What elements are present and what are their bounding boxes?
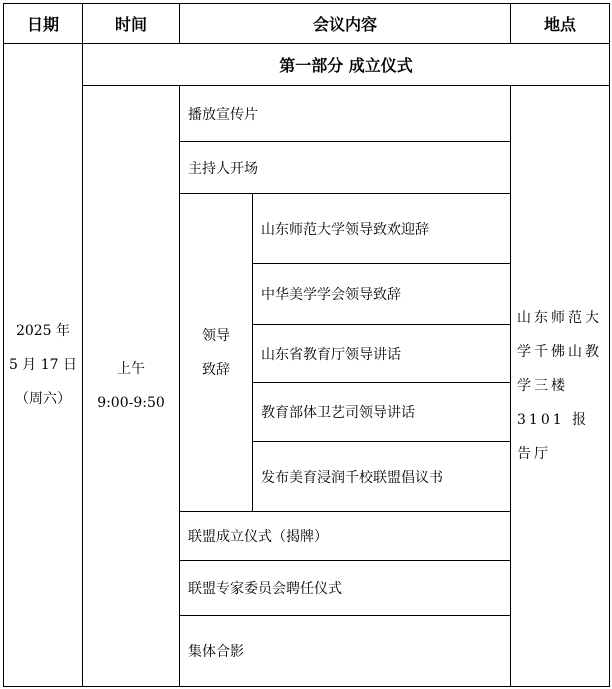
location-cell [510, 85, 610, 687]
header-content-label: 会议内容 [312, 15, 377, 34]
agenda-item-label: 集体合影 [188, 644, 244, 660]
agenda-item-label: 山东省教育厅领导讲话 [261, 346, 401, 363]
leader-item-moe [252, 382, 511, 442]
header-time [82, 3, 180, 44]
date-weekday: （周六） [15, 391, 71, 407]
agenda-item-video [179, 85, 511, 142]
agenda-item-label: 山东师范大学领导致欢迎辞 [261, 221, 429, 238]
time-range: 9:00-9:50 [97, 395, 165, 411]
header-location [510, 3, 610, 44]
leader-item-aesthetics-society [252, 263, 511, 325]
section-title-label: 第一部分 成立仪式 [279, 56, 413, 75]
agenda-item-label: 教育部体卫艺司领导讲话 [261, 405, 415, 421]
section-title [82, 43, 610, 86]
leader-speech-group [179, 193, 253, 512]
agenda-item-appointment [179, 560, 511, 616]
leader-item-proposal [252, 441, 511, 512]
header-location-label: 地点 [543, 15, 576, 34]
leader-group-label-2: 致辞 [202, 361, 230, 378]
date-year: 2025 年 [15, 323, 71, 339]
leader-group-label-1: 领导 [202, 327, 230, 344]
agenda-item-host [179, 141, 511, 194]
agenda-item-label: 主持人开场 [188, 160, 258, 177]
agenda-item-label: 联盟专家委员会聘任仪式 [188, 581, 342, 597]
agenda-item-photo [179, 615, 511, 687]
agenda-item-unveiling [179, 511, 511, 561]
agenda-item-label: 联盟成立仪式（揭牌） [188, 529, 328, 545]
date-day: 5 月 17 日 [8, 357, 78, 373]
time-period: 上午 [117, 361, 145, 377]
date-cell [3, 43, 83, 687]
leader-item-sdnu [252, 193, 511, 264]
agenda-item-label: 发布美育浸润千校联盟倡议书 [261, 469, 443, 486]
header-date-label: 日期 [26, 15, 59, 34]
agenda-item-label: 播放宣传片 [188, 106, 258, 123]
agenda-item-label: 中华美学学会领导致辞 [261, 287, 401, 303]
time-cell [82, 85, 180, 687]
location-text: 山东师范大学千佛山教学三楼 3101 报告厅 [517, 310, 602, 462]
header-content [179, 3, 511, 44]
header-time-label: 时间 [114, 15, 147, 34]
header-date [3, 3, 83, 44]
leader-item-provincial-edu [252, 324, 511, 383]
